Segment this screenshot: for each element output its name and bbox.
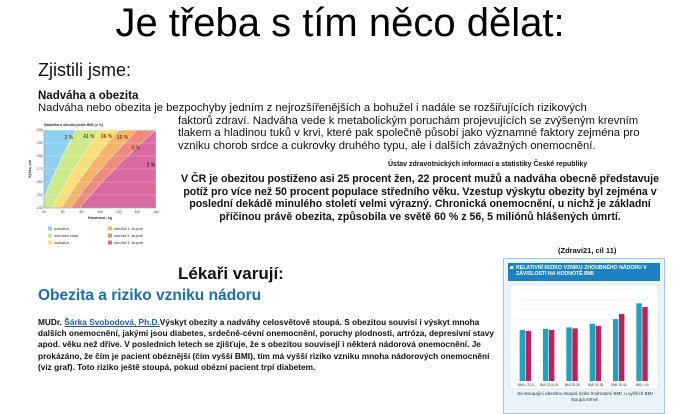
risk-bar-muži-2	[566, 327, 571, 381]
risk-bar-ženy-5	[642, 307, 647, 381]
bmi-legend-swatch-5	[108, 241, 112, 245]
article-text: Výskyt obezity a nadváhy celosvětově stoupá. S obezitou souvisí i výskyt mnoha dalších onemocnění, jakými jsou diabetes, srdečně-cévní onemocnění, poruchy plodnosti, artróza, depresivní stavy apod. věku než dříve. V posledních letech se zjišťuje, že s obezitou souvisejí i některá nádorová onemocnění. Je prokázáno, že čím je pacient obéznější (čím vyšší BMI), tím má vyšší riziko vzniku mnoha nádorových onemocnění (viz graf). Toto riziko ještě stoupá, pokud obézní pacient trpí diabetem.	[38, 317, 494, 372]
bmi-x-tick-1: 60	[60, 210, 65, 214]
bmi-chart-title: Nadváha a obezita podle BMI (v %)	[44, 123, 104, 127]
bmi-value-label-3: 15 %	[116, 135, 129, 142]
bmi-x-tick-6: 160	[153, 210, 159, 214]
risk-bar-muži-5	[636, 303, 641, 381]
statistics-quote: V ČR je obezitou postiženo asi 25 procent žen, 22 procent mužů a nadváha obecně představuje potíž pro více než 50 procent populace středního věku. Vzestup výskytu obezity byl zejména v poslední dekádě minulého století velmi výrazný. Chronická onemocnění, u nichž je základní příčinou právě obezita, způsobila ve světě 60 % z 56, 5 miliónů hlášených úmrtí.	[180, 173, 659, 223]
bmi-value-label-2: 36 %	[100, 133, 113, 140]
risk-bar-ženy-2	[572, 328, 577, 381]
citation: (Zdraví21, cíl 11)	[558, 246, 617, 255]
bmi-y-tick-1: 150	[36, 193, 43, 198]
risk-bar-muži-0	[520, 330, 525, 381]
bmi-value-label-1: 41 %	[83, 133, 95, 140]
bmi-x-tick-5: 140	[134, 210, 141, 214]
section-heading-overweight: Nadváha a obezita	[38, 90, 139, 102]
subtitle: Zjistili jsme:	[38, 60, 131, 80]
author-prefix: MUDr.	[38, 317, 62, 327]
bmi-x-tick-3: 100	[97, 210, 103, 214]
bmi-legend-label-4: obezita 2. stupně	[114, 234, 143, 238]
article-body	[38, 317, 498, 373]
bmi-legend-swatch-1	[48, 234, 52, 238]
bmi-y-tick-0: 140	[36, 206, 43, 211]
body-first-line: Nadváha nebo obezita je bezpochyby jedním z nejrozšířenějších a bohužel i nadále se rozšiřujících rizikových	[38, 102, 587, 114]
bmi-legend-swatch-4	[108, 234, 112, 238]
risk-category-label-4: BMI 35-40	[611, 383, 627, 387]
bmi-legend-swatch-0	[48, 227, 52, 231]
bmi-x-label: Hmotnost, kg	[87, 216, 113, 220]
risk-bar-ženy-4	[619, 314, 624, 381]
body-rest: faktorů zdraví. Nadváha vede k metabolickým poruchám projevujících se zvýšeným krevním tlakem a hladinou tuků v krvi, které pak společně působí jako významné faktory zejména pro vzniku chorob srdce a cukrovky druhého typu, ale i dalších závažných onemocnění.	[178, 114, 640, 152]
bmi-legend-label-1: normální váha	[54, 234, 79, 238]
risk-category-label-5: BMI > 40	[635, 383, 649, 387]
risk-category-label-0: BMI < 22,5	[517, 383, 534, 387]
bmi-x-tick-2: 80	[79, 210, 84, 214]
cancer-risk-chart	[503, 258, 665, 414]
bmi-y-tick-2: 160	[36, 180, 43, 185]
bmi-value-label-5: 2 %	[146, 162, 156, 169]
bmi-y-label: Výška, cm	[28, 159, 32, 179]
cancer-risk-chart-title: RELATIVNÍ RIZIKO VZNIKU ZHOUBNÉHO NÁDORU V ZÁVISLOSTI NA HODNOTĚ BMI	[516, 265, 647, 277]
bmi-legend-swatch-2	[48, 241, 52, 245]
page-title: Je třeba s tím něco dělat:	[115, 1, 565, 45]
risk-category-label-2: BMI 25-30	[564, 383, 580, 387]
chart-icon	[510, 266, 514, 269]
bmi-x-tick-0: 40	[42, 210, 46, 214]
risk-bar-ženy-1	[549, 330, 554, 381]
bmi-chart-plot	[44, 130, 156, 208]
bmi-y-tick-5: 190	[36, 141, 43, 146]
bmi-y-tick-4: 180	[36, 154, 43, 159]
bmi-x-tick-4: 120	[115, 210, 122, 214]
bmi-legend-label-3: obezita 1. stupně	[114, 227, 143, 231]
cancer-risk-chart-canvas	[504, 259, 664, 413]
risk-bar-muži-4	[613, 319, 618, 381]
cancer-risk-chart-footnote: Se stoupající obezitou stoupá riziko hodnotami BMI, u vyšších BMI stoupá strmě.	[517, 391, 653, 402]
bmi-legend-swatch-3	[108, 227, 112, 231]
bmi-y-tick-3: 170	[36, 167, 43, 172]
section-heading-doctors-warn: Lékaři varují:	[178, 264, 284, 283]
risk-bar-ženy-3	[596, 326, 601, 381]
risk-bar-ženy-0	[526, 331, 531, 381]
article-title: Obezita a riziko vzniku nádoru	[38, 287, 262, 304]
bmi-value-label-0: 2 %	[64, 135, 74, 142]
source-label: Ústav zdravotnických informací a statistiky České republiky	[388, 161, 588, 168]
bmi-value-label-4: 5 %	[131, 145, 141, 152]
bmi-legend-label-2: nadváha	[54, 241, 69, 245]
risk-category-label-3: BMI 30-35	[588, 383, 604, 387]
bmi-legend-label-0: podváha	[54, 227, 69, 231]
risk-bar-muži-3	[590, 324, 595, 381]
bmi-y-tick-6: 200	[36, 128, 43, 133]
author-link[interactable]: Šárka Svobodová, Ph.D.	[64, 317, 160, 327]
risk-category-label-1: BMI 22,5-25	[540, 383, 558, 387]
risk-bar-muži-1	[543, 329, 548, 381]
bmi-legend-label-5: obezita 3. stupně	[114, 241, 143, 245]
bmi-chart	[26, 120, 172, 276]
